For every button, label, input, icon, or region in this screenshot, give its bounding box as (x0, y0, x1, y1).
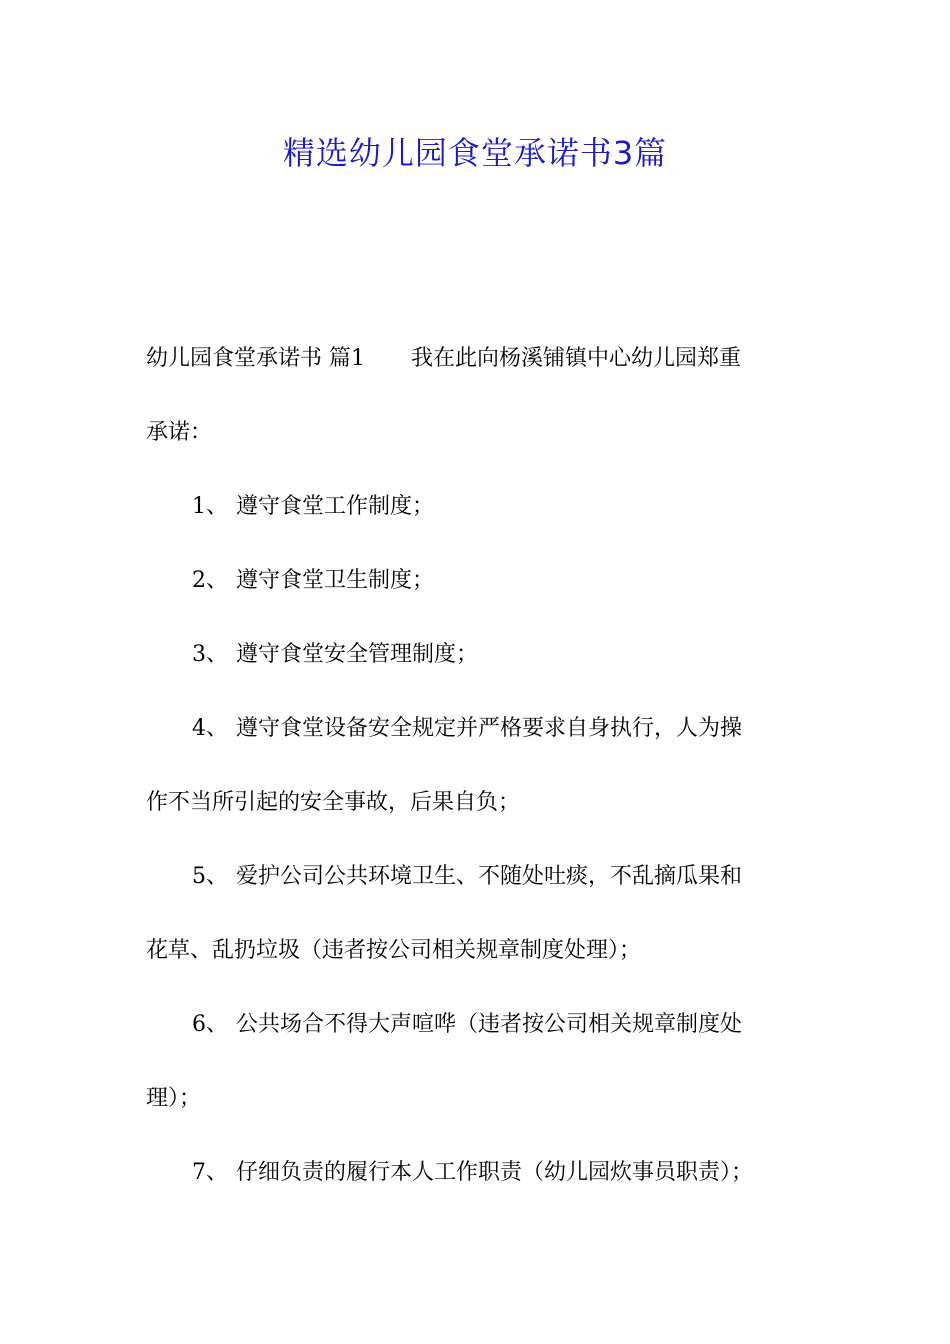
item-number: 6、 (192, 1012, 228, 1037)
item-text: 遵守食堂工作制度； (236, 494, 435, 519)
list-item-1 (146, 484, 808, 558)
item-text: 遵守食堂卫生制度； (236, 568, 435, 593)
item-text: 公共场合不得大声喧哗（违者按公司相关规章制度处 (236, 1012, 743, 1037)
item-number: 2、 (192, 568, 228, 593)
document-body (146, 336, 808, 1224)
list-item-4 (146, 706, 808, 780)
item-number: 1、 (192, 494, 228, 519)
list-item-4-continued: 作不当所引起的安全事故，后果自负； (146, 790, 521, 815)
intro-line-2: 承诺： (146, 420, 213, 445)
item-text: 爱护公司公共环境卫生、不随处吐痰，不乱摘瓜果和 (236, 864, 743, 889)
item-number: 3、 (192, 642, 228, 667)
item-text: 仔细负责的履行本人工作职责（幼儿园炊事员职责）； (236, 1160, 754, 1185)
intro-heading: 幼儿园食堂承诺书 篇1 (146, 346, 365, 371)
intro-line-1 (146, 336, 808, 410)
list-item-2 (146, 558, 808, 632)
item-number: 4、 (192, 716, 228, 741)
list-item-5 (146, 854, 808, 928)
intro-text-1: 我在此向杨溪铺镇中心幼儿园郑重 (411, 346, 742, 371)
list-item-7 (146, 1150, 808, 1224)
list-item-6-continued: 理）； (146, 1086, 202, 1111)
item-text: 遵守食堂安全管理制度； (236, 642, 479, 667)
list-item-3 (146, 632, 808, 706)
item-text: 遵守食堂设备安全规定并严格要求自身执行，人为操 (236, 716, 743, 741)
item-number: 7、 (192, 1160, 228, 1185)
document-title: 精选幼儿园食堂承诺书3篇 (282, 134, 668, 172)
list-item-6 (146, 1002, 808, 1076)
list-item-5-continued: 花草、乱扔垃圾（违者按公司相关规章制度处理）； (146, 938, 642, 963)
item-number: 5、 (192, 864, 228, 889)
